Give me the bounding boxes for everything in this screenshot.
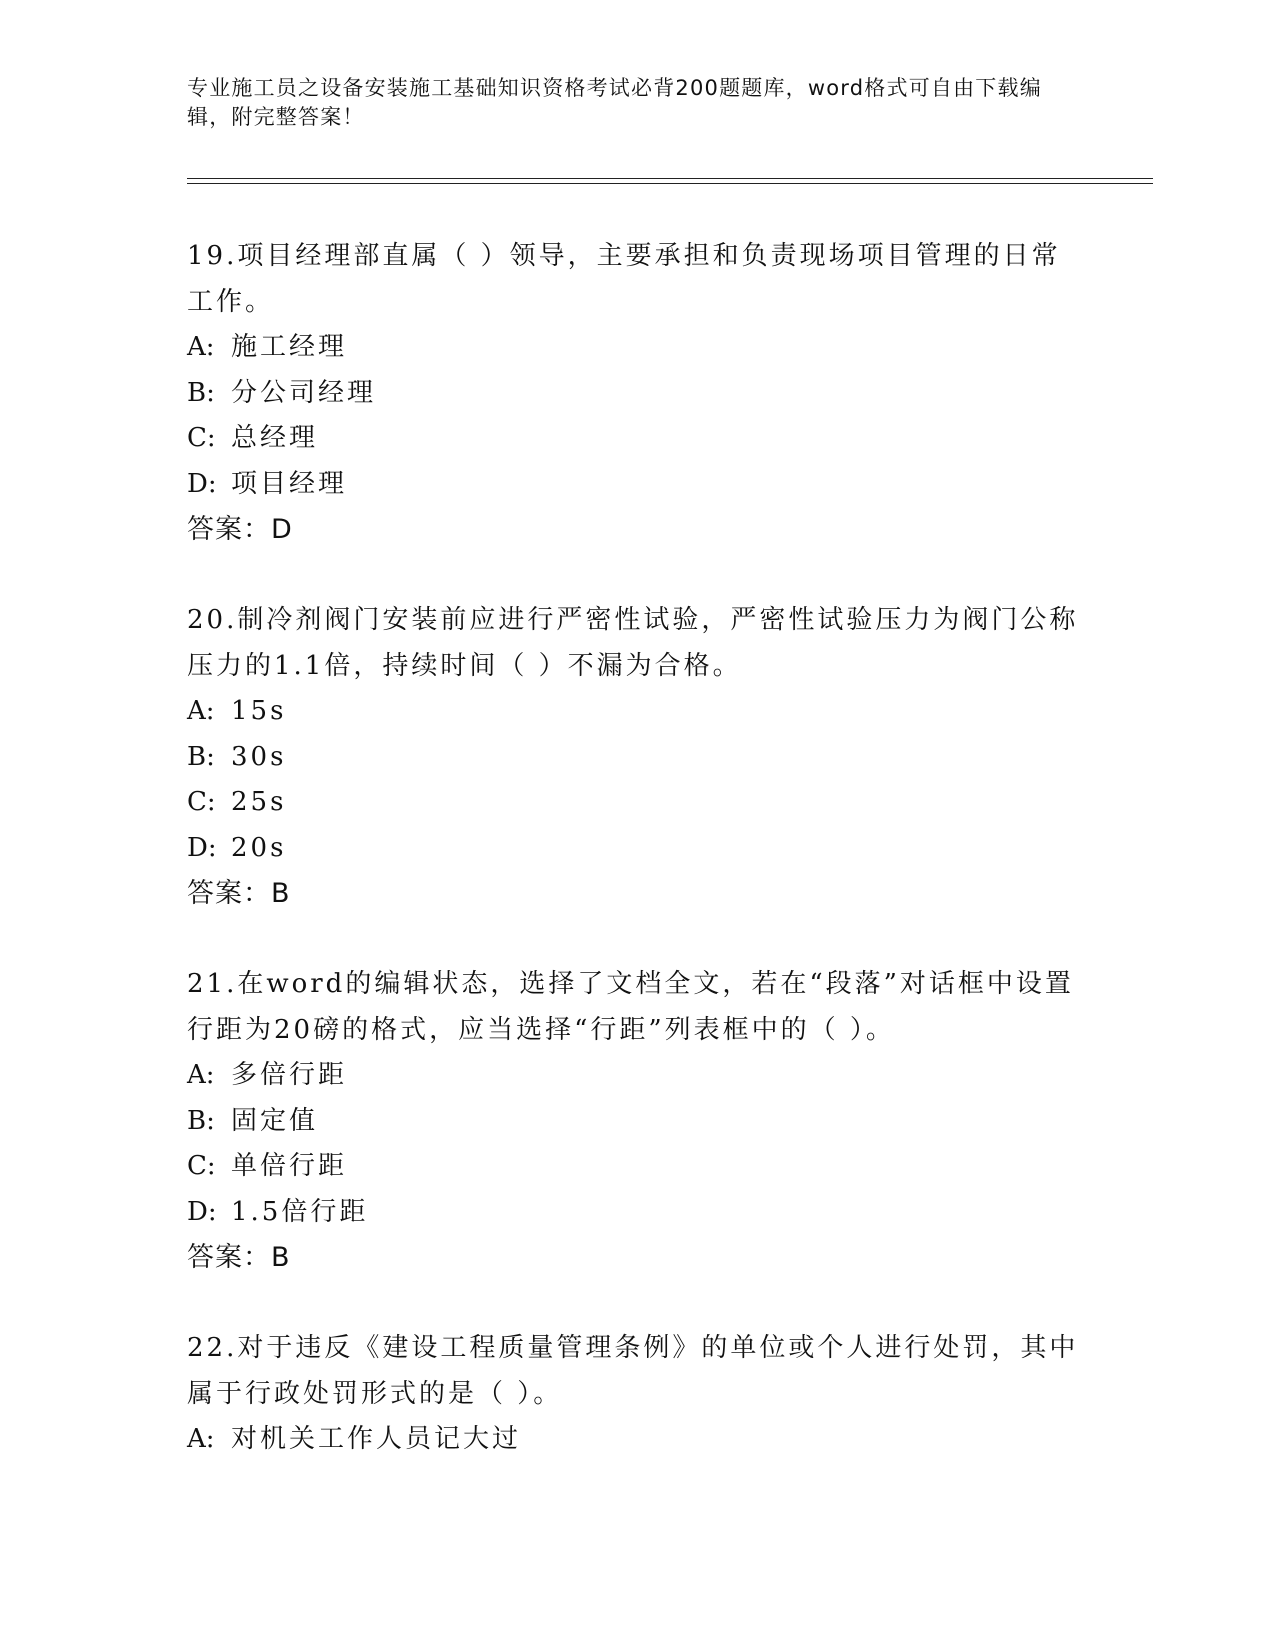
header-divider-top [187,178,1153,179]
option-letter: D: [187,468,217,499]
question-22 [187,1325,1087,1463]
option-text: 分公司经理 [231,377,377,408]
question-20 [187,597,1087,917]
option-a [187,689,1087,735]
option-letter: C: [187,1151,216,1181]
option-text: 25s [231,787,287,817]
option-text: 多倍行距 [231,1060,348,1090]
option-letter: B: [187,1105,215,1136]
option-b [187,371,1087,417]
question-stem: 20.制冷剂阀门安装前应进行严密性试验，严密性试验压力为阀门公称压力的1.1倍，持续时间（ ）不漏为合格。 [187,605,1079,681]
option-text: 20s [231,832,287,863]
question-stem: 21.在word的编辑状态，选择了文档全文，若在“段落”对话框中设置行距为20磅的格式，应当选择“行距”列表框中的（ ）。 [187,969,1074,1045]
option-letter: A: [187,696,215,726]
option-letter: C: [187,787,216,817]
answer-label: 答案：B [187,1242,291,1273]
question-21 [187,961,1087,1281]
option-d [187,1190,1087,1236]
option-letter: D: [187,832,217,863]
document-header-title: 专业施工员之设备安装施工基础知识资格考试必背200题题库，word格式可自由下载编辑，附完整答案！ [187,76,1042,129]
question-stem: 22.对于违反《建设工程质量管理条例》的单位或个人进行处罚，其中属于行政处罚形式的是（ ）。 [187,1333,1079,1409]
option-text: 总经理 [231,423,319,453]
header-divider-bottom [187,183,1153,184]
option-b [187,1099,1087,1145]
option-letter: A: [187,332,215,362]
question-stem: 19.项目经理部直属（ ）领导，主要承担和负责现场项目管理的日常工作。 [187,241,1061,317]
option-text: 固定值 [231,1105,319,1136]
option-a [187,1053,1087,1099]
option-text: 对机关工作人员记大过 [231,1424,522,1454]
answer-label: 答案：B [187,878,291,909]
option-text: 1.5倍行距 [231,1196,369,1227]
option-b [187,735,1087,781]
option-text: 15s [231,696,287,726]
option-letter: A: [187,1424,215,1454]
option-letter: C: [187,423,216,453]
option-text: 30s [231,741,287,772]
option-text: 单倍行距 [231,1151,348,1181]
option-d [187,826,1087,872]
option-d [187,462,1087,508]
option-c [187,416,1087,462]
option-c [187,1144,1087,1190]
option-text: 项目经理 [231,468,348,499]
option-letter: A: [187,1060,215,1090]
option-a [187,1417,1087,1463]
option-a [187,325,1087,371]
option-letter: D: [187,1196,217,1227]
option-letter: B: [187,741,215,772]
question-19 [187,233,1087,553]
answer-label: 答案：D [187,514,293,545]
option-c [187,780,1087,826]
option-text: 施工经理 [231,332,348,362]
option-letter: B: [187,377,215,408]
